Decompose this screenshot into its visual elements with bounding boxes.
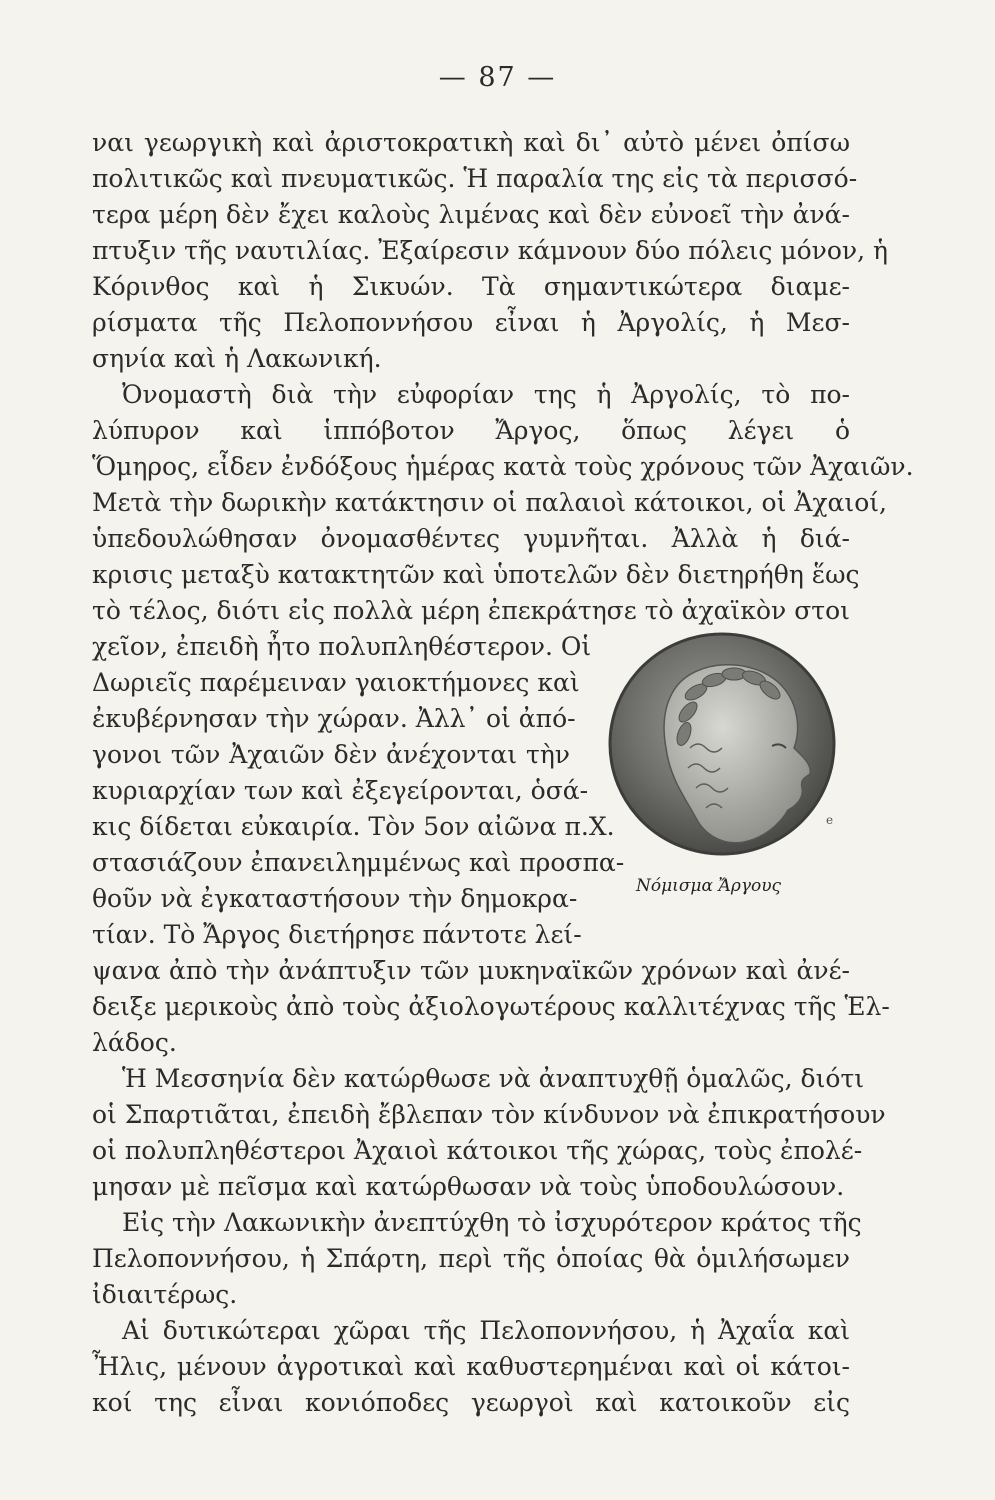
- text-line: κρισις μεταξὺ κατακτητῶν καὶ ὑποτελῶν δὲν διετηρήθη ἕως: [92, 560, 860, 589]
- text-line: πολιτικῶς καὶ πνευματικῶς. Ἡ παραλία της εἰς τὰ περισσό-: [92, 164, 858, 193]
- text-line: οἱ Σπαρτιᾶται, ἐπειδὴ ἔβλεπαν τὸν κίνδυνον νὰ ἐπικρατήσουν: [92, 1100, 886, 1129]
- paragraph-start-line: Ἡ Μεσσηνία δὲν κατώρθωσε νὰ ἀναπτυχθῇ ὁμαλῶς, διότι: [122, 1064, 865, 1093]
- text-line: τίαν. Τὸ Ἄργος διετήρησε πάντοτε λεί-: [92, 920, 582, 949]
- text-line: ναι γεωργικὴ καὶ ἀριστοκρατικὴ καὶ δι᾽ αὐτὸ μένει ὀπίσω: [92, 128, 850, 157]
- text-line: Πελοποννήσου, ἡ Σπάρτη, περὶ τῆς ὁποίας θὰ ὁμιλήσωμεν: [92, 1244, 850, 1273]
- svg-text:e: e: [826, 813, 834, 827]
- text-line: Ὅμηρος, εἶδεν ἐνδόξους ἡμέρας κατὰ τοὺς χρόνους τῶν Ἀχαιῶν.: [92, 452, 914, 481]
- text-line: ὑπεδουλώθησαν ὀνομασθέντες γυμνῆται. Ἀλλὰ ἡ διά-: [92, 524, 850, 553]
- text-line: λύπυρον καὶ ἱππόβοτον Ἄργος, ὅπως λέγει ὁ: [92, 416, 850, 445]
- text-line: ἐκυβέρνησαν τὴν χώραν. Ἀλλ᾽ οἱ ἀπό-: [92, 704, 576, 733]
- text-line: χεῖον, ἐπειδὴ ἦτο πολυπληθέστερον. Οἱ: [92, 632, 592, 661]
- text-line: θοῦν νὰ ἐγκαταστήσουν τὴν δημοκρα-: [92, 884, 578, 913]
- text-line: ἰδιαιτέρως.: [92, 1280, 238, 1309]
- text-line: γονοι τῶν Ἀχαιῶν δὲν ἀνέχονται τὴν: [92, 740, 570, 769]
- text-line: Δωριεῖς παρέμειναν γαιοκτήμονες καὶ: [92, 668, 580, 697]
- text-line: κις δίδεται εὐκαιρία. Τὸν 5ον αἰῶνα π.Χ.: [92, 812, 615, 841]
- text-line: κοί της εἶναι κονιόποδες γεωργοὶ καὶ κατοικοῦν εἰς: [92, 1388, 850, 1417]
- coin-illustration: [604, 628, 856, 908]
- page-number: — 87 —: [438, 62, 557, 93]
- text-line: Ἦλις, μένουν ἀγροτικαὶ καὶ καθυστερημέναι καὶ οἱ κάτοι-: [92, 1352, 850, 1381]
- paragraph-start-line: Ὀνομαστὴ διὰ τὴν εὐφορίαν της ἡ Ἀργολίς, τὸ πο-: [122, 380, 850, 409]
- text-line: λάδος.: [92, 1028, 177, 1057]
- figure-caption: Νόμισμα Ἄργους: [636, 876, 782, 896]
- text-line: οἱ πολυπληθέστεροι Ἀχαιοὶ κάτοικοι τῆς χώρας, τοὺς ἐπολέ-: [92, 1136, 863, 1165]
- text-line: σηνία καὶ ἡ Λακωνική.: [92, 344, 382, 373]
- text-line: τερα μέρη δὲν ἔχει καλοὺς λιμένας καὶ δὲν εὐνοεῖ τὴν ἀνά-: [92, 200, 850, 229]
- text-line: ψανα ἀπὸ τὴν ἀνάπτυξιν τῶν μυκηναϊκῶν χρόνων καὶ ἀνέ-: [92, 956, 850, 985]
- text-line: πτυξιν τῆς ναυτιλίας. Ἐξαίρεσιν κάμνουν δύο πόλεις μόνον, ἡ: [92, 236, 888, 265]
- text-line: στασιάζουν ἐπανειλημμένως καὶ προσπα-: [92, 848, 625, 877]
- text-line: μησαν μὲ πεῖσμα καὶ κατώρθωσαν νὰ τοὺς ὑποδουλώσουν.: [92, 1172, 845, 1201]
- text-line: τὸ τέλος, διότι εἰς πολλὰ μέρη ἐπεκράτησε τὸ ἀχαϊκὸν στοι: [92, 596, 850, 625]
- text-line: κυριαρχίαν των καὶ ἐξεγείρονται, ὁσά-: [92, 776, 589, 805]
- text-line: δειξε μερικοὺς ἀπὸ τοὺς ἀξιολογωτέρους καλλιτέχνας τῆς Ἑλ-: [92, 992, 890, 1021]
- paragraph-start-line: Αἱ δυτικώτεραι χῶραι τῆς Πελοποννήσου, ἡ Ἀχαΐα καὶ: [122, 1316, 850, 1345]
- text-line: ρίσματα τῆς Πελοποννήσου εἶναι ἡ Ἀργολίς, ἡ Μεσ-: [92, 308, 850, 337]
- paragraph-start-line: Εἰς τὴν Λακωνικὴν ἀνεπτύχθη τὸ ἰσχυρότερον κράτος τῆς: [122, 1208, 862, 1237]
- text-line: Κόρινθος καὶ ἡ Σικυών. Τὰ σημαντικώτερα διαμε-: [92, 272, 850, 301]
- text-line: Μετὰ τὴν δωρικὴν κατάκτησιν οἱ παλαιοὶ κάτοικοι, οἱ Ἀχαιοί,: [92, 488, 888, 517]
- coin-image: [604, 628, 856, 868]
